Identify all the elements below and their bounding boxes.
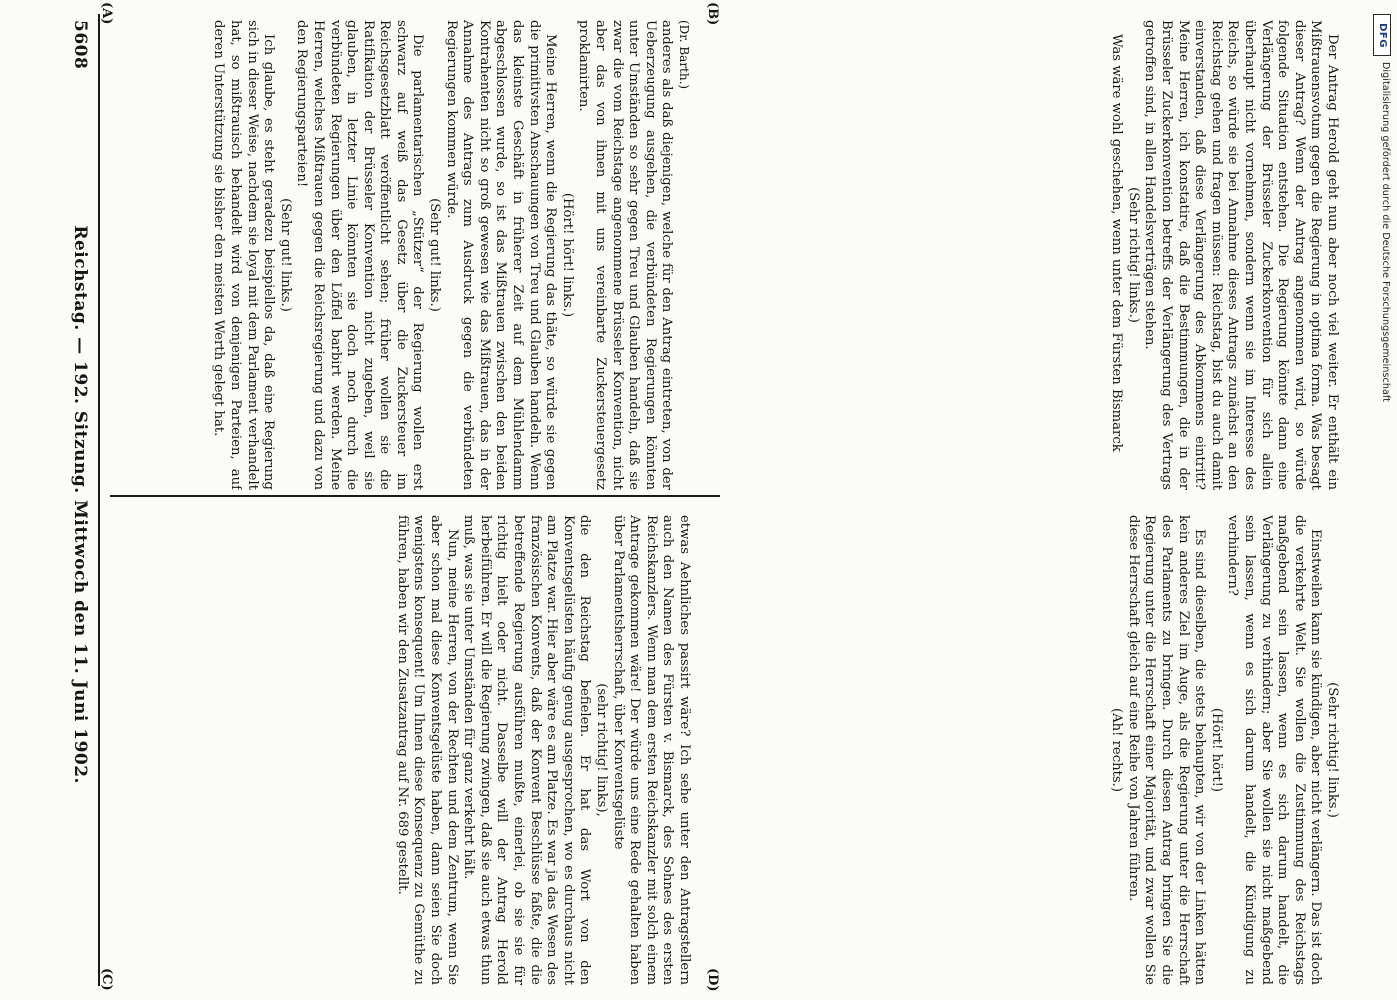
paragraph: Der Antrag Herold geht nun aber noch viel weiter. Er enthält ein Mißtrauensvotum gegen die Regierung in optima forma. Was besagt dieser Antrag? Wenn der Antrag angenommen wird, so würde folgende Situation entstehen. Die Regierung könnte dann eine Verlängerung der Brüsseler Zuckerkonvention für sich allein überhaupt nicht vornehmen, sondern wenn sie im Interesse des Reichs, so würde sie bei Annahme dieses Antrags zunächst an den Reichstag gehen und fragen müssen: Reichstag, bist du auch damit einverstanden, daß diese Verlängerung des Abkommens eintritt? Meine Herren, ich konstatire, daß die Bestimmungen, die in der Brüsseler Zuckerkonvention betreffs der Verlängerung des Vertrags getroffen sind, in allen Handelsverträgen stehen. xyxy=(1142,20,1340,490)
paragraph: Meine Herren, wenn die Regierung das thäte, so würde sie gegen die primitivsten Anschauungen von Treu und Glauben handeln. Wenn das kleinste Geschäft in früherer Zeit auf dem Mühlendamm abgeschlossen wurde, so ist das Mißtrauen zwischen den beiden Kontrahenten nicht so groß gewesen wie das Mißtrauen, das in der Annahme des Antrags zum Ausdruck gegen die verbündeten Regierungen kommen würde. xyxy=(443,20,559,490)
right-column-continued xyxy=(720,515,1340,985)
interjection: (Sehr richtig! links.) xyxy=(1125,187,1141,323)
margin-marker-d: (D) xyxy=(705,968,720,992)
left-column xyxy=(104,20,692,490)
dfg-sidebar xyxy=(1373,6,1395,996)
page-header xyxy=(68,20,92,980)
dfg-logo: DFG xyxy=(1373,14,1391,56)
paragraph: Nun, meine Herren, von der Rechten und dem Zentrum, wenn Sie aber schon mal diese Konventsgelüste haben, dann seien Sie doch wenigstens konsequent! Um Ihnen diese Konsequenz zu Gemüthe zu führen, haben wir den Zusatzantrag auf Nr. 689 gestellt. xyxy=(394,515,460,985)
interjection: (Sehr gut! links.) xyxy=(277,198,293,312)
interjection: (Sehr richtig! links.) xyxy=(1325,682,1340,818)
right-column xyxy=(104,515,692,985)
paragraph: anderes als daß diejenigen, welche für den Antrag eintreten, von der Ueberzeugung ausgehen, die verbündeten Regierungen könnten unter Umständen so sehr gegen Treu und Glauben handeln, daß sie zwar die vom Reichstage angenommene Brüsseler Konvention, nicht aber das von ihnen mit uns vereinbarte Zuckersteuergesetz proklamirten. xyxy=(576,20,675,490)
paragraph: Ich glaube, es steht geradezu beispiellos da, daß eine Regierung sich in dieser Weise, nachdem sie loyal mit dem Parlament verhandelt hat, so mißtrauisch behandelt wird von denjenigen Parteien, auf deren Unterstützung sie bisher den meisten Werth gelegt hat. xyxy=(211,20,277,490)
dfg-funding-note: Digitalisierung gefördert durch die Deutsche Forschungsgemeinschaft xyxy=(1380,62,1391,402)
margin-marker-b: (B) xyxy=(705,2,720,26)
left-column-continued xyxy=(720,20,1340,490)
interjection: (Ah! rechts.) xyxy=(1109,707,1125,793)
paragraph: Die parlamentarischen „Stützer“ der Regierung wollen erst schwarz auf weiß das Gesetz über die Zuckersteuer im Reichsgesetzblatt veröffentlicht sehen; früher wollen sie die Ratifikation der Brüsseler Konvention nicht zugeben, weil sie glauben, in letzter Linie könnten sie doch noch durch die verbündeten Regierungen über den Löffel barbirt werden. Meine Herren, welches Mißtrauen gegen die Reichsregierung und dazu von den Regierungsparteien! xyxy=(294,20,426,490)
page-number: 5608 xyxy=(70,20,90,70)
page-title: Reichstag. — 192. Sitzung. Mittwoch den 11. Juni 1902. xyxy=(70,225,90,784)
header-rule xyxy=(98,14,100,986)
paragraph: Es sind dieselben, die stets behaupten, wir von der Linken hätten kein anderes Ziel im Auge, als die Regierung unter die Herrschaft des Parlaments zu bringen. Durch diesen Antrag bringen Sie die Regierung unter die Herrschaft einer Majorität, und zwar wollen Sie diese Herrschaft gleich auf eine Reihe von Jahren führen. xyxy=(1125,515,1208,985)
interjection: (Sehr gut! links.) xyxy=(427,198,443,312)
interjection: (Hört! hört!) xyxy=(1208,707,1224,793)
column-divider xyxy=(110,495,720,497)
speaker-tag: (Dr. Barth.) xyxy=(677,20,691,90)
interjection: (Hört! hört! links.) xyxy=(559,192,575,318)
paragraph: Was wäre wohl geschehen, wenn unter dem Fürsten Bismarck xyxy=(1109,34,1125,452)
paragraph: die den Reichstag befielen. Er hat das Wort von den Konventsgelüsten häufig genug ausgesprochen, wo es durchaus nicht am Platze war. Hier aber wäre es am Platze. Es war ja das Wesen des französischen Konvents, daß der Konvent Beschlüsse faßte, die die betreffende Regierung ausführen mußte, einerlei, ob sie sie für richtig hielt oder nicht. Dasselbe will der Antrag Herold herbeiführen. Er will die Regierung zwingen, daß sie auch etwas thun muß, was sie unter Umständen für ganz verkehrt hält. xyxy=(461,515,593,985)
paragraph: Einstweilen kann sie kündigen, aber nicht verlängern. Das ist doch die verkehrte Welt. Sie wollen die Zustimmung des Reichstags maßgebend sein lassen, wenn es sich darum handelt, die Verlängerung zu verhindern; aber Sie wollen sie nicht maßgebend sein lassen, wenn es sich darum handelt, die Kündigung zu verhindern? xyxy=(1225,515,1324,985)
margin-marker-a: (A) xyxy=(99,2,114,25)
paragraph: etwas Aehnliches passirt wäre? Ich sehe unter den Antragstellern auch den Namen des Fürsten v. Bismarck, des Sohnes des ersten Reichskanzlers. Wenn man dem ersten Reichskanzler mit solch einem Antrage gekommen wäre! Der würde uns eine Rede gehalten haben über Parlamentsherrschaft, über Konventsgelüste xyxy=(610,515,692,985)
interjection: (sehr richtig! links), xyxy=(594,683,610,817)
margin-marker-c: (C) xyxy=(99,968,114,991)
